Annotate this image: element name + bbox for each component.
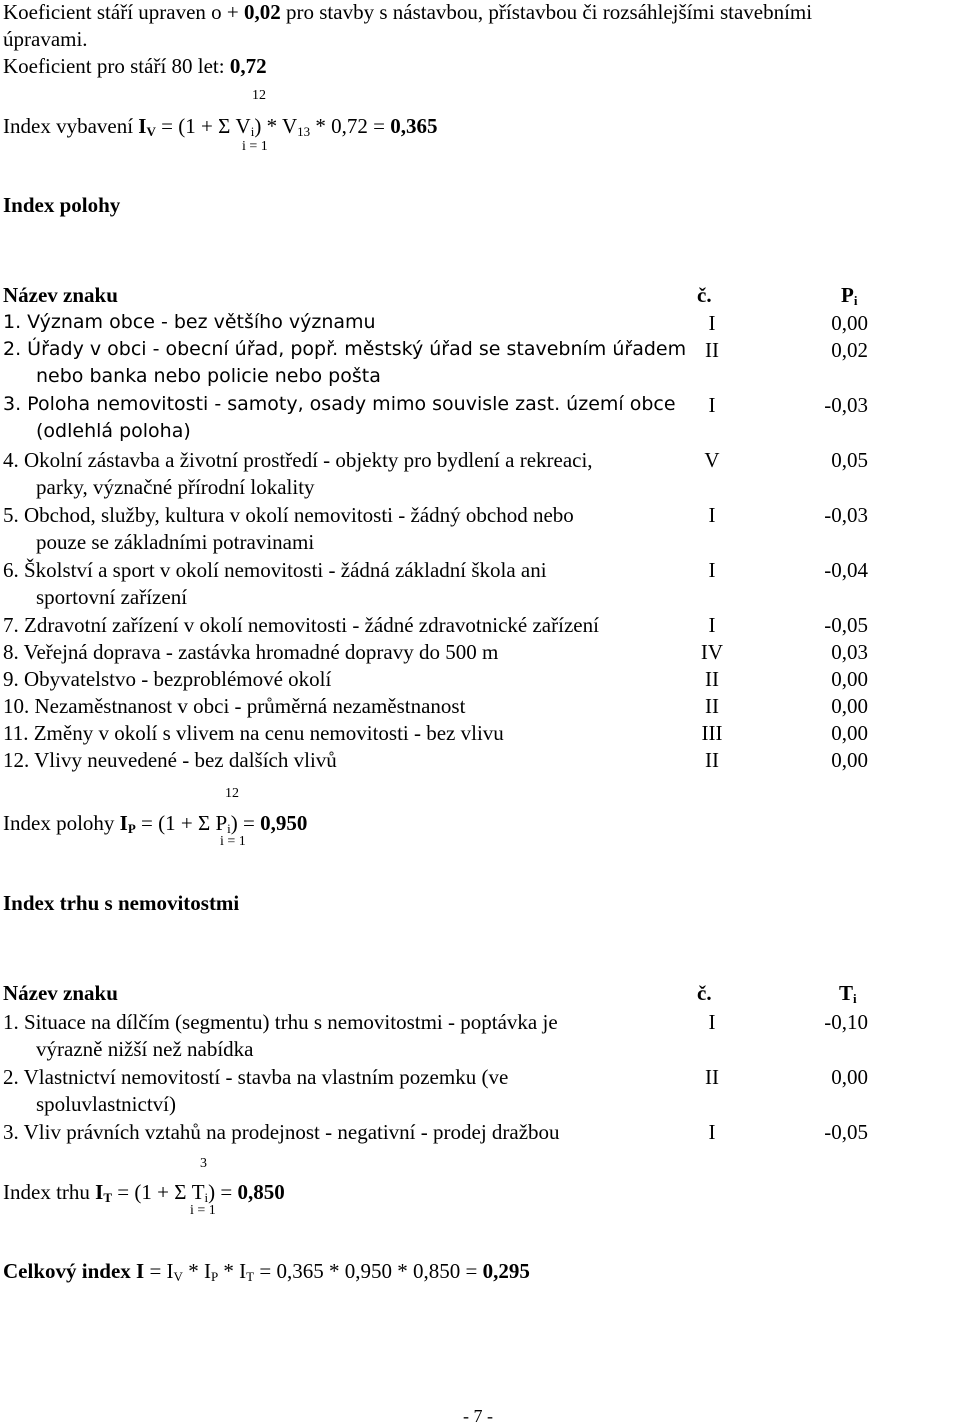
table-row-number: I	[708, 311, 716, 335]
age-label: Koeficient pro stáří 80 let:	[3, 54, 230, 78]
table-row-number: II	[705, 338, 719, 362]
page-number: - 7 -	[463, 1406, 493, 1426]
table-row-value: 0,03	[831, 640, 868, 664]
table-row-number: I	[708, 503, 716, 527]
sum-lower-limit: i = 1	[242, 139, 268, 154]
table-row-value: -0,04	[824, 558, 868, 582]
formula-polohy: Index polohy $I_P = (1 + \Sigma$ $P_i) = 0,950$	[3, 811, 308, 836]
formula-vybaveni-result: 0,365	[390, 114, 438, 138]
table-row-name: 9. Obyvatelstvo - bezproblémové okolí	[3, 667, 332, 691]
total-index-result: 0,295	[482, 1259, 530, 1283]
total-index-line: Celkový index $I = I_V * I_P * I_T = 0,365 * 0,950 * 0,850 = 0,295$	[3, 1259, 530, 1284]
table-row-value: 0,02	[831, 338, 868, 362]
col-header-value: $P_i$	[841, 283, 858, 308]
table-row-name: 7. Zdravotní zařízení v okolí nemovitosti - žádné zdravotnické zařízení	[3, 613, 599, 637]
table-row-number: I	[708, 1120, 716, 1144]
table-row-value: 0,00	[831, 721, 868, 745]
table-row-number: II	[705, 667, 719, 691]
table-row-value: -0,10	[824, 1010, 868, 1034]
table-row-name: 2. Úřady v obci - obecní úřad, popř. městský úřad se stavebním úřadem	[3, 338, 687, 360]
table-row-number: IV	[700, 640, 724, 664]
sigma-symbol: Σ	[197, 811, 211, 835]
table-row-continuation: nebo banka nebo policie nebo pošta	[36, 365, 381, 387]
col-header-value: $T_i$	[839, 981, 857, 1006]
table-row-name: 4. Okolní zástavba a životní prostředí - objekty pro bydlení a rekreaci,	[3, 448, 593, 472]
table-row-number: I	[708, 613, 716, 637]
intro-line-1	[3, 0, 812, 25]
table-row-number: I	[708, 393, 716, 417]
sum-upper-limit: 12	[225, 786, 239, 801]
formula-polohy-result: 0,950	[260, 811, 308, 835]
col-header-name: Název znaku	[3, 981, 118, 1005]
sum-upper-limit: 3	[200, 1156, 207, 1171]
formula-trhu-result: 0,850	[237, 1180, 285, 1204]
col-header-number: č.	[697, 981, 712, 1005]
table-row-name: 6. Školství a sport v okolí nemovitosti - žádná základní škola ani	[3, 558, 547, 582]
table-row-value: -0,05	[824, 613, 868, 637]
age-value: 0,72	[229, 54, 267, 78]
table-row-name: 12. Vlivy neuvedené - bez dalších vlivů	[3, 748, 337, 772]
intro-text-end: pro stavby s nástavbou, přístavbou či rozsáhlejšími stavebními	[280, 0, 813, 24]
table-row-name: 3. Poloha nemovitosti - samoty, osady mimo souvisle zast. území obce	[3, 393, 676, 415]
table-row-number: II	[705, 1065, 719, 1089]
sigma-symbol: Σ	[218, 114, 231, 138]
sum-lower-limit: i = 1	[190, 1203, 216, 1218]
formula-trhu: Index trhu $I_T = (1 + \Sigma$ $T_i) = 0,850$	[3, 1180, 285, 1205]
table-row-name: 3. Vliv právních vztahů na prodejnost - negativní - prodej dražbou	[3, 1120, 560, 1144]
formula-vybaveni: Index vybavení $I_V = (1 + \Sigma$ $V_i) * V_{13} * 0,72 = 0,365$	[3, 114, 438, 139]
table-row-number: V	[704, 448, 720, 472]
table-row-name: 1. Význam obce - bez většího významu	[3, 311, 376, 333]
intro-line-2: úpravami.	[3, 27, 88, 51]
table-row-name: 5. Obchod, služby, kultura v okolí nemovitosti - žádný obchod nebo	[3, 503, 574, 527]
table-row-name: 2. Vlastnictví nemovitostí - stavba na vlastním pozemku (ve	[3, 1065, 509, 1089]
col-header-number: č.	[697, 283, 712, 307]
table-row-number: II	[705, 694, 719, 718]
table-row-continuation: parky, význačné přírodní lokality	[36, 475, 315, 499]
table-row-value: 0,00	[831, 1065, 868, 1089]
table-row-value: 0,05	[831, 448, 868, 472]
section-heading-poloha: Index polohy	[3, 193, 121, 217]
table-row-continuation: (odlehlá poloha)	[36, 420, 191, 442]
sum-lower-limit: i = 1	[220, 834, 246, 849]
table-row-name: 11. Změny v okolí s vlivem na cenu nemovitosti - bez vlivu	[3, 721, 504, 745]
table-row-value: 0,00	[831, 667, 868, 691]
table-row-name: 10. Nezaměstnanost v obci - průměrná nezaměstnanost	[3, 694, 466, 718]
table-row-continuation: sportovní zařízení	[36, 585, 188, 609]
table-row-value: -0,03	[824, 503, 868, 527]
table-row-continuation: výrazně nižší než nabídka	[36, 1037, 254, 1061]
sigma-symbol: Σ	[174, 1180, 187, 1204]
table-row-name: 1. Situace na dílčím (segmentu) trhu s nemovitostmi - poptávka je	[3, 1010, 558, 1034]
intro-text: Koeficient stáří upraven o +	[3, 0, 245, 24]
col-header-name: Název znaku	[3, 283, 118, 307]
table-row-value: 0,00	[831, 694, 868, 718]
table-row-continuation: pouze se základními potravinami	[36, 530, 315, 554]
table-row-value: -0,05	[824, 1120, 868, 1144]
table-row-number: II	[705, 748, 719, 772]
table-row-number: I	[708, 558, 716, 582]
section-heading-trh: Index trhu s nemovitostmi	[3, 891, 240, 915]
sum-upper-limit: 12	[252, 88, 266, 103]
table-row-number: I	[708, 1010, 716, 1034]
table-row-value: 0,00	[831, 748, 868, 772]
table-row-value: 0,00	[831, 311, 868, 335]
intro-bold-value: 0,02	[244, 0, 281, 24]
table-row-value: -0,03	[824, 393, 868, 417]
table-row-number: III	[701, 721, 723, 745]
table-row-name: 8. Veřejná doprava - zastávka hromadné dopravy do 500 m	[3, 640, 499, 664]
age-coefficient	[3, 54, 267, 79]
table-row-continuation: spoluvlastnictví)	[36, 1092, 176, 1116]
